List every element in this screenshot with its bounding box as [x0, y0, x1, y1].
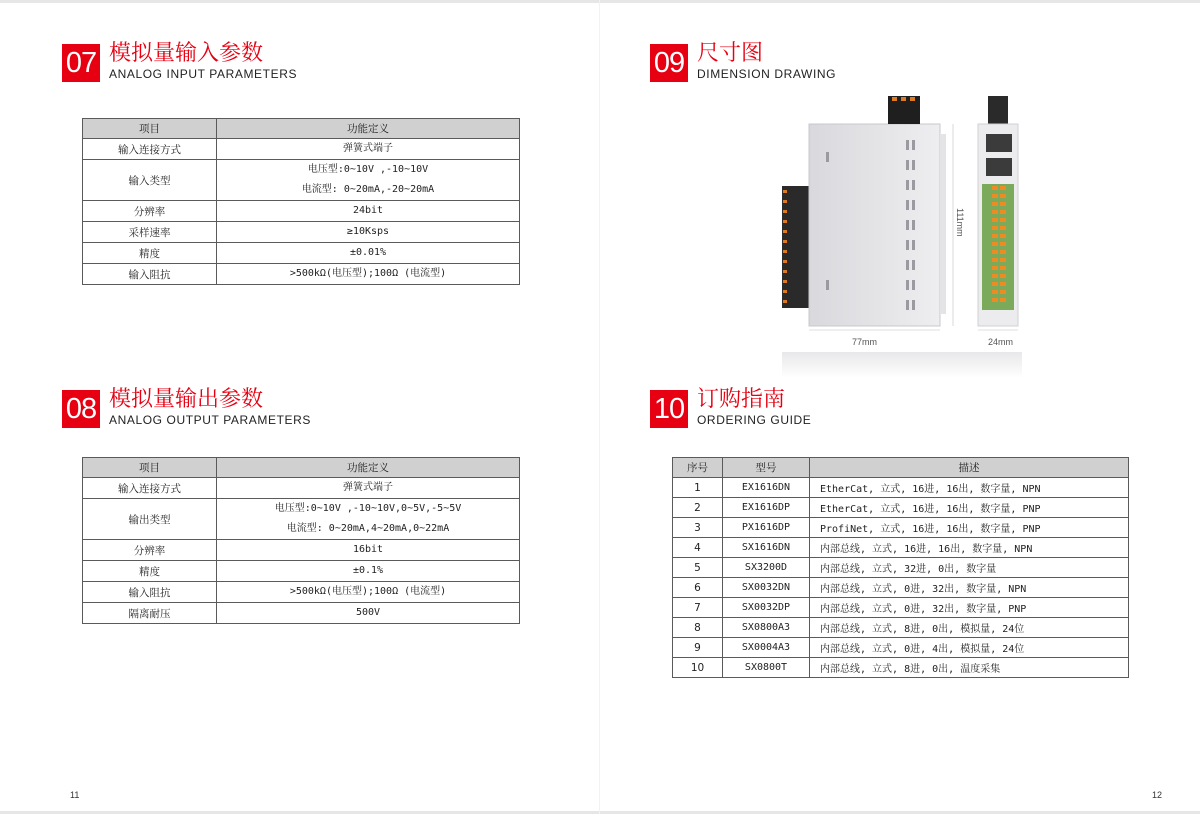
column-header: 型号: [723, 458, 810, 478]
row-number: 8: [673, 618, 723, 638]
section-title-cn: 模拟量输出参数: [109, 387, 264, 412]
table-row: [673, 538, 1129, 558]
section-title-en: DIMENSION DRAWING: [697, 67, 837, 81]
section-number: 10: [650, 390, 688, 428]
row-value: [217, 499, 520, 540]
table-row: [83, 499, 520, 540]
model-code: PX1616DP: [723, 518, 810, 538]
model-description: 内部总线, 立式, 8进, 0出, 温度采集: [810, 658, 1129, 678]
row-number: 3: [673, 518, 723, 538]
section-title-cn: 尺寸图: [697, 41, 764, 66]
model-code: SX0800T: [723, 658, 810, 678]
model-description: 内部总线, 立式, 16进, 16出, 数字量, NPN: [810, 538, 1129, 558]
row-value: [217, 603, 520, 624]
model-description: EtherCat, 立式, 16进, 16出, 数字量, PNP: [810, 498, 1129, 518]
width-dimension-label: 77mm: [852, 337, 878, 347]
row-value: [217, 264, 520, 285]
height-dimension-label: 111mm: [955, 208, 965, 237]
table-row: [83, 478, 520, 499]
column-header: 项目: [83, 458, 217, 478]
table-row: [673, 478, 1129, 498]
table-row: [83, 243, 520, 264]
value-line: ±0.1%: [352, 565, 384, 576]
model-description: 内部总线, 立式, 8进, 0出, 模拟量, 24位: [810, 618, 1129, 638]
row-item-label: 输入阻抗: [83, 582, 217, 603]
row-item-label: 输出类型: [83, 499, 217, 540]
table-row: [673, 638, 1129, 658]
table-header-row: [673, 458, 1129, 478]
row-value: [217, 160, 520, 201]
row-item-label: 精度: [83, 243, 217, 264]
section-title-en: ANALOG INPUT PARAMETERS: [109, 67, 298, 81]
row-item-label: 采样速率: [83, 222, 217, 243]
table-row: [673, 518, 1129, 538]
ethernet-port-1: [986, 134, 1012, 152]
model-description: 内部总线, 立式, 32进, 0出, 数字量: [810, 558, 1129, 578]
front-top-connector: [988, 96, 1008, 124]
model-description: ProfiNet, 立式, 16进, 16出, 数字量, PNP: [810, 518, 1129, 538]
section-number: 07: [62, 44, 100, 82]
column-header: 项目: [83, 119, 217, 139]
row-value: [217, 561, 520, 582]
model-code: EX1616DN: [723, 478, 810, 498]
analog-output-table: [82, 457, 520, 624]
table-row: [673, 618, 1129, 638]
value-line: 电流型: 0~20mA,-20~20mA: [301, 184, 435, 195]
row-value: [217, 139, 520, 160]
section-title-en: ANALOG OUTPUT PARAMETERS: [109, 413, 311, 427]
value-line: 500V: [355, 607, 381, 618]
column-header: 功能定义: [217, 119, 520, 139]
row-number: 7: [673, 598, 723, 618]
drawing-reflection: [782, 352, 1022, 378]
table-row: [83, 222, 520, 243]
value-line: 弹簧式端子: [343, 143, 393, 154]
column-header: 功能定义: [217, 458, 520, 478]
table-row: [673, 558, 1129, 578]
analog-input-table: [82, 118, 520, 285]
column-header: 序号: [673, 458, 723, 478]
row-number: 6: [673, 578, 723, 598]
row-item-label: 输入类型: [83, 160, 217, 201]
table-row: [83, 582, 520, 603]
table-row: [83, 540, 520, 561]
row-number: 1: [673, 478, 723, 498]
value-line: 24bit: [352, 205, 384, 216]
value-line: 弹簧式端子: [343, 482, 393, 493]
section-title-cn: 订购指南: [697, 387, 786, 412]
model-code: SX0800A3: [723, 618, 810, 638]
value-line: ±0.01%: [349, 247, 387, 258]
section-09-heading: [650, 41, 950, 84]
row-value: [217, 582, 520, 603]
section-number: 08: [62, 390, 100, 428]
model-description: 内部总线, 立式, 0进, 4出, 模拟量, 24位: [810, 638, 1129, 658]
row-number: 2: [673, 498, 723, 518]
row-item-label: 输入阻抗: [83, 264, 217, 285]
model-description: 内部总线, 立式, 0进, 32出, 数字量, PNP: [810, 598, 1129, 618]
row-value: [217, 222, 520, 243]
left-page-number: 11: [70, 790, 80, 800]
section-07-heading: [62, 41, 362, 84]
value-line: >500kΩ(电压型);100Ω (电流型): [289, 586, 447, 597]
rail-clip: [940, 134, 946, 314]
row-item-label: 隔离耐压: [83, 603, 217, 624]
side-terminal-block: [782, 186, 809, 308]
table-row: [83, 603, 520, 624]
row-item-label: 分辨率: [83, 540, 217, 561]
row-item-label: 输入连接方式: [83, 478, 217, 499]
model-code: EX1616DP: [723, 498, 810, 518]
column-header: 描述: [810, 458, 1129, 478]
value-line: 16bit: [352, 544, 384, 555]
row-value: [217, 243, 520, 264]
table-row: [83, 561, 520, 582]
ordering-guide-table: [672, 457, 1129, 678]
row-value: [217, 478, 520, 499]
model-description: EtherCat, 立式, 16进, 16出, 数字量, NPN: [810, 478, 1129, 498]
table-header-row: [83, 119, 520, 139]
table-row: [673, 658, 1129, 678]
row-number: 4: [673, 538, 723, 558]
front-terminal-grid: [982, 184, 1014, 310]
value-line: 电流型: 0~20mA,4~20mA,0~22mA: [286, 523, 450, 534]
table-row: [673, 598, 1129, 618]
section-08-heading: [62, 387, 362, 430]
top-connector-latches: [892, 97, 915, 101]
row-number: 10: [673, 658, 723, 678]
model-code: SX1616DN: [723, 538, 810, 558]
table-row: [673, 578, 1129, 598]
ethernet-port-2: [986, 158, 1012, 176]
row-value: [217, 540, 520, 561]
page-spine: [599, 0, 600, 814]
right-page-number: 12: [1152, 790, 1163, 800]
model-code: SX0032DN: [723, 578, 810, 598]
row-item-label: 输入连接方式: [83, 139, 217, 160]
row-number: 9: [673, 638, 723, 658]
page-top-edge: [0, 0, 1200, 3]
model-code: SX0032DP: [723, 598, 810, 618]
value-line: 电压型:0~10V ,-10~10V,0~5V,-5~5V: [274, 503, 462, 514]
section-number: 09: [650, 44, 688, 82]
table-row: [83, 160, 520, 201]
value-line: ≥10Ksps: [346, 226, 390, 237]
section-10-heading: [650, 387, 950, 430]
depth-dimension-label: 24mm: [988, 337, 1014, 347]
model-code: SX3200D: [723, 558, 810, 578]
model-code: SX0004A3: [723, 638, 810, 658]
row-number: 5: [673, 558, 723, 578]
table-row: [83, 201, 520, 222]
section-title-cn: 模拟量输入参数: [109, 41, 264, 66]
dimension-drawing: [778, 94, 1024, 378]
value-line: >500kΩ(电压型);100Ω (电流型): [289, 268, 447, 279]
section-title-en: ORDERING GUIDE: [697, 413, 812, 427]
table-header-row: [83, 458, 520, 478]
row-value: [217, 201, 520, 222]
table-row: [673, 498, 1129, 518]
model-description: 内部总线, 立式, 0进, 32出, 数字量, NPN: [810, 578, 1129, 598]
row-item-label: 精度: [83, 561, 217, 582]
front-view: [978, 96, 1018, 347]
value-line: 电压型:0~10V ,-10~10V: [307, 164, 429, 175]
table-row: [83, 264, 520, 285]
table-row: [83, 139, 520, 160]
row-item-label: 分辨率: [83, 201, 217, 222]
